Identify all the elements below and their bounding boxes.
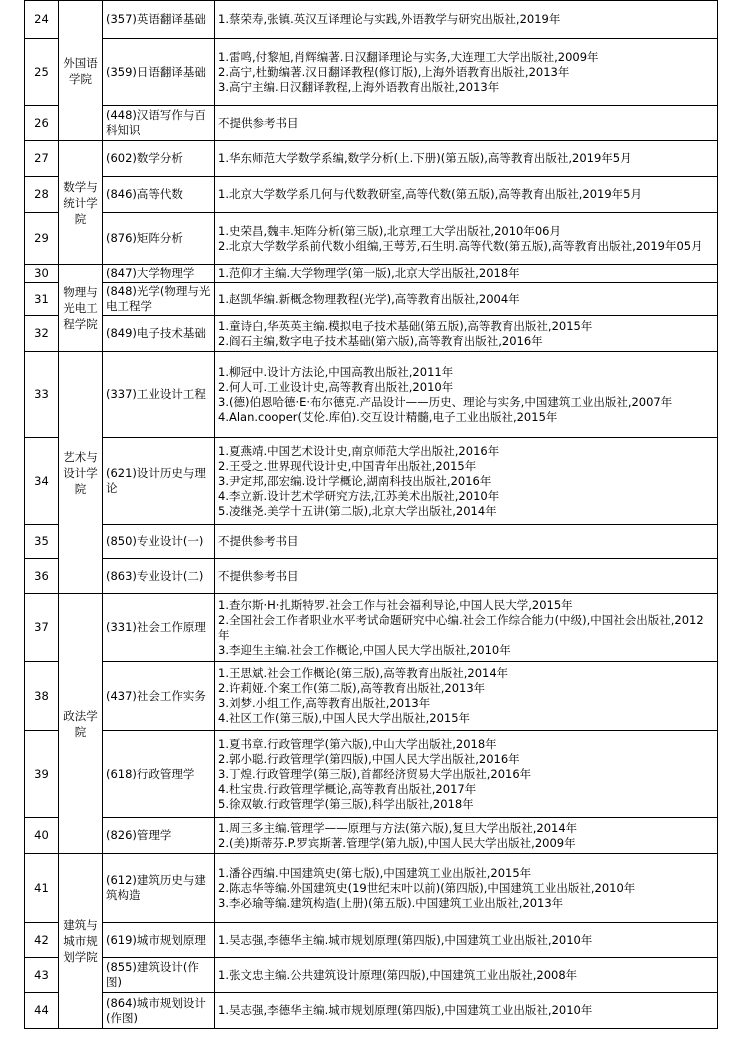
row-number: 42 xyxy=(25,923,59,958)
course-cell: (621)设计历史与理论 xyxy=(103,438,215,525)
course-cell: (331)社会工作原理 xyxy=(103,594,215,662)
reference-books-cell: 1.夏燕靖.中国艺术设计史,南京师范大学出版社,2016年 2.王受之.世界现代设计史,中国青年出版社,2015年 3.尹定邦,邵宏编.设计学概论,湖南科技出版社,2016年 4.李立新.设计艺术学研究方法,江苏美术出版社,2010年 5.凌继尧.美学十五讲(第二版),北京大学出版社,2014年 xyxy=(215,438,718,525)
course-cell: (448)汉语写作与百科知识 xyxy=(103,106,215,141)
table-row xyxy=(25,177,718,213)
reference-books-cell: 1.华东师范大学数学系编,数学分析(上.下册)(第五版),高等教育出版社,2019年5月 xyxy=(215,141,718,177)
reference-books-cell: 1.北京大学数学系几何与代数教研室,高等代数(第五版),高等教育出版社,2019年5月 xyxy=(215,177,718,213)
reference-books-cell: 1.童诗白,华英英主编.模拟电子技术基础(第五版),高等教育出版社,2015年 2.阎石主编,数字电子技术基础(第六版),高等教育出版社,2016年 xyxy=(215,316,718,352)
table-row xyxy=(25,818,718,854)
row-number: 31 xyxy=(25,283,59,316)
row-number: 36 xyxy=(25,559,59,594)
department-cell: 艺术与设计学院 xyxy=(59,352,103,594)
course-cell: (437)社会工作实务 xyxy=(103,662,215,731)
table-row xyxy=(25,923,718,958)
table-row xyxy=(25,213,718,265)
table-row xyxy=(25,525,718,559)
table-row xyxy=(25,594,718,662)
course-cell: (337)工业设计工程 xyxy=(103,352,215,438)
table-row xyxy=(25,39,718,106)
course-cell: (612)建筑历史与建筑构造 xyxy=(103,854,215,923)
course-cell: (855)建筑设计(作图) xyxy=(103,958,215,993)
reference-books-cell: 不提供参考书目 xyxy=(215,525,718,559)
course-cell: (848)光学(物理与光电工程学 xyxy=(103,283,215,316)
reference-books-cell: 1.史荣昌,魏丰.矩阵分析(第三版),北京理工大学出版社,2010年06月 2.北京大学数学系前代数小组编,王萼芳,石生明.高等代数(第五版),高等教育出版社,2019年05月 xyxy=(215,213,718,265)
table-row xyxy=(25,1,718,39)
department-cell: 建筑与城市规划学院 xyxy=(59,854,103,1029)
course-cell: (846)高等代数 xyxy=(103,177,215,213)
reference-books-cell: 1.吴志强,李德华主编.城市规划原理(第四版),中国建筑工业出版社,2010年 xyxy=(215,923,718,958)
table-row xyxy=(25,106,718,141)
course-cell: (863)专业设计(二) xyxy=(103,559,215,594)
table-row xyxy=(25,352,718,438)
row-number: 41 xyxy=(25,854,59,923)
course-cell: (357)英语翻译基础 xyxy=(103,1,215,39)
reference-books-cell: 1.雷鸣,付黎旭,肖辉编著.日汉翻译理论与实务,大连理工大学出版社,2009年 2.高宁,杜勤编著.汉日翻译教程(修订版),上海外语教育出版社,2013年 3.高宁主编.日汉翻译教程,上海外语教育出版社,2013年 xyxy=(215,39,718,106)
row-number: 38 xyxy=(25,662,59,731)
row-number: 27 xyxy=(25,141,59,177)
course-cell: (864)城市规划设计(作图) xyxy=(103,993,215,1029)
table-row xyxy=(25,662,718,731)
row-number: 40 xyxy=(25,818,59,854)
table-row xyxy=(25,265,718,283)
reference-books-cell: 1.周三多主编.管理学——原理与方法(第六版),复旦大学出版社,2014年 2.(美)斯蒂芬.P.罗宾斯著.管理学(第九版),中国人民大学出版社,2009年 xyxy=(215,818,718,854)
course-cell: (876)矩阵分析 xyxy=(103,213,215,265)
table-row xyxy=(25,141,718,177)
department-cell: 物理与光电工程学院 xyxy=(59,265,103,352)
course-cell: (602)数学分析 xyxy=(103,141,215,177)
row-number: 43 xyxy=(25,958,59,993)
reference-books-cell: 不提供参考书目 xyxy=(215,559,718,594)
reference-books-cell: 1.吴志强,李德华主编.城市规划原理(第四版),中国建筑工业出版社,2010年 xyxy=(215,993,718,1029)
department-cell: 外国语学院 xyxy=(59,1,103,141)
row-number: 37 xyxy=(25,594,59,662)
course-cell: (826)管理学 xyxy=(103,818,215,854)
reference-books-cell: 1.夏书章.行政管理学(第六版),中山大学出版社,2018年 2.郭小聪.行政管理学(第四版),中国人民大学出版社,2016年 3.丁煌.行政管理学(第三版),首都经济贸易大学出版社,2016年 4.杜宝贵.行政管理学概论,高等教育出版社,2017年 5.徐双敏.行政管理学(第三版),科学出版社,2018年 xyxy=(215,731,718,818)
course-cell: (850)专业设计(一) xyxy=(103,525,215,559)
reference-books-cell: 1.查尔斯·H·扎斯特罗.社会工作与社会福利导论,中国人民大学,2015年 2.全国社会工作者职业水平考试命题研究中心编.社会工作综合能力(中级),中国社会出版社,2012年 3.李迎生主编.社会工作概论,中国人民大学出版社,2010年 xyxy=(215,594,718,662)
reference-books-cell: 1.柳冠中.设计方法论,中国高教出版社,2011年 2.何人可.工业设计史,高等教育出版社,2010年 3.(德)伯恩哈德·E·布尔德克.产品设计——历史、理论与实务,中国建筑工业出版社,2007年 4.Alan.cooper(艾伦.库伯).交互设计精髓,电子工业出版社,2015年 xyxy=(215,352,718,438)
reference-books-cell: 1.赵凯华编.新概念物理教程(光学),高等教育出版社,2004年 xyxy=(215,283,718,316)
row-number: 28 xyxy=(25,177,59,213)
course-cell: (847)大学物理学 xyxy=(103,265,215,283)
reference-book-table xyxy=(24,0,717,1029)
course-cell: (619)城市规划原理 xyxy=(103,923,215,958)
table-row xyxy=(25,731,718,818)
row-number: 33 xyxy=(25,352,59,438)
row-number: 39 xyxy=(25,731,59,818)
course-cell: (849)电子技术基础 xyxy=(103,316,215,352)
table-row xyxy=(25,283,718,316)
table-row xyxy=(25,438,718,525)
row-number: 32 xyxy=(25,316,59,352)
row-number: 29 xyxy=(25,213,59,265)
row-number: 26 xyxy=(25,106,59,141)
course-cell: (359)日语翻译基础 xyxy=(103,39,215,106)
department-cell: 数学与统计学院 xyxy=(59,141,103,265)
table-row xyxy=(25,559,718,594)
row-number: 25 xyxy=(25,39,59,106)
reference-books-cell: 1.潘谷西编.中国建筑史(第七版),中国建筑工业出版社,2015年 2.陈志华等编.外国建筑史(19世纪末叶以前)(第四版),中国建筑工业出版社,2010年 3.李必瑜等编.建筑构造(上册)(第五版).中国建筑工业出版社,2013年 xyxy=(215,854,718,923)
course-cell: (618)行政管理学 xyxy=(103,731,215,818)
reference-books-cell: 1.范仰才主编.大学物理学(第一版),北京大学出版社,2018年 xyxy=(215,265,718,283)
table-row xyxy=(25,993,718,1029)
row-number: 30 xyxy=(25,265,59,283)
row-number: 35 xyxy=(25,525,59,559)
reference-books-cell: 1.张文忠主编.公共建筑设计原理(第四版),中国建筑工业出版社,2008年 xyxy=(215,958,718,993)
reference-books-cell: 不提供参考书目 xyxy=(215,106,718,141)
table-row xyxy=(25,316,718,352)
row-number: 24 xyxy=(25,1,59,39)
table-row xyxy=(25,958,718,993)
reference-books-cell: 1.蔡荣寿,张镇.英汉互译理论与实践,外语教学与研究出版社,2019年 xyxy=(215,1,718,39)
department-cell: 政法学院 xyxy=(59,594,103,854)
reference-books-cell: 1.王思斌.社会工作概论(第三版),高等教育出版社,2014年 2.许莉娅.个案工作(第二版),高等教育出版社,2013年 3.刘梦.小组工作,高等教育出版社,2013年 4.社区工作(第三版),中国人民大学出版社,2015年 xyxy=(215,662,718,731)
row-number: 44 xyxy=(25,993,59,1029)
table-row xyxy=(25,854,718,923)
row-number: 34 xyxy=(25,438,59,525)
